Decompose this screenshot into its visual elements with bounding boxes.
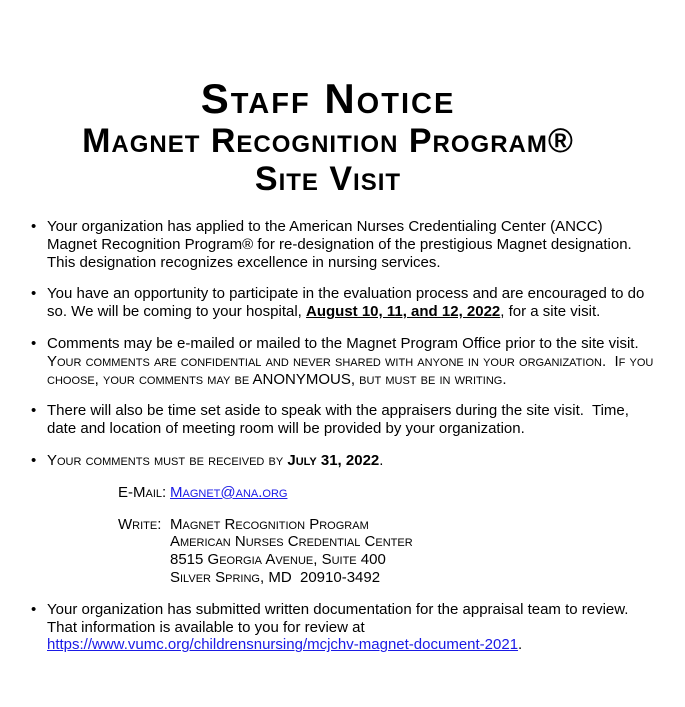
write-row xyxy=(118,516,685,587)
documentation-tail: . xyxy=(518,636,523,654)
site-visit-dates: August 10, 11, and 12, 2022 xyxy=(306,303,501,321)
page-title: Staff Notice xyxy=(200,75,456,122)
comments-text: Comments may be e-mailed or mailed to the Magnet Program Office prior to the site visit. xyxy=(47,334,643,352)
site-visit-title: Site Visit xyxy=(254,160,402,198)
deadline-tail: . xyxy=(379,451,384,469)
documentation-text: Your organization has submitted written documentation for the appraisal team to review. That information is available to you for review at xyxy=(47,600,637,636)
program-title: Magnet Recognition Program® xyxy=(82,122,574,160)
email-link[interactable]: Magnet@ana.org xyxy=(170,483,288,501)
bullet-appraisers xyxy=(30,402,654,438)
participation-tail: , for a site visit. xyxy=(500,303,601,321)
email-row xyxy=(118,484,685,502)
documentation-bullet-list xyxy=(30,601,654,654)
comments-confidential-text: Your comments are confidential and never shared with anyone in your organization. If you choose, your comments may be ANONYMOUS, but must be in writing. xyxy=(47,352,658,388)
email-label: E-Mail: xyxy=(118,483,167,501)
bullet-comments xyxy=(30,334,658,388)
notice-bullet-list xyxy=(30,218,658,470)
appraisers-text: There will also be time set aside to speak with the appraisers during the site visit. Time, date and location of meeting room will be provided by your organization. xyxy=(47,402,634,438)
address-line: 8515 Georgia Avenue, Suite 400 xyxy=(170,551,386,569)
deadline-date: July 31, 2022 xyxy=(287,451,380,469)
documentation-link[interactable]: https://www.vumc.org/childrensnursing/mcjchv-magnet-document-2021 xyxy=(47,636,519,654)
contact-block xyxy=(118,484,685,587)
deadline-text: Your comments must be received by xyxy=(47,451,288,469)
bullet-deadline xyxy=(30,452,654,470)
participation-text: You have an opportunity to participate in the evaluation process and are encouraged to do so. We will be coming to your hospital, xyxy=(47,285,649,321)
mailing-address xyxy=(170,516,413,587)
write-label: Write: xyxy=(118,515,162,533)
bullet-participation xyxy=(30,285,654,321)
application-text: Your organization has applied to the American Nurses Credentialing Center (ANCC) Magnet Recognition Program® for re-designation of the prestigious Magnet designation. This designation recognizes excellence in nursing services. xyxy=(47,218,640,271)
address-line: Silver Spring, MD 20910-3492 xyxy=(170,568,381,586)
document-header xyxy=(30,0,626,198)
bullet-documentation xyxy=(30,601,654,654)
address-line: Magnet Recognition Program xyxy=(170,515,369,533)
address-line: American Nurses Credential Center xyxy=(170,533,413,551)
bullet-application xyxy=(30,218,654,271)
